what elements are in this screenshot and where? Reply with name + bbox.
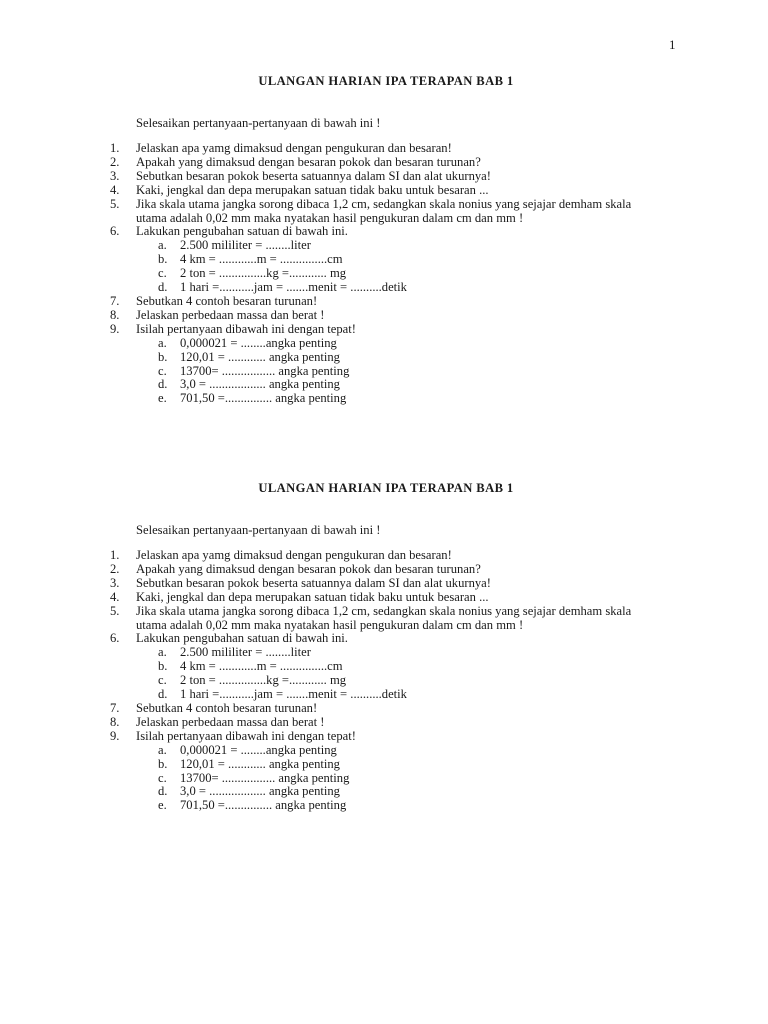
item-text: 120,01 = ............ angka penting	[180, 349, 340, 364]
question-3	[0, 577, 656, 591]
item-letter: e.	[158, 391, 167, 406]
q6-item-d	[0, 688, 768, 702]
q9-item-e	[0, 392, 768, 406]
question-number: 5.	[110, 603, 120, 618]
question-2	[0, 156, 656, 170]
item-letter: d.	[158, 377, 168, 392]
q6-item-c	[0, 674, 768, 688]
item-letter: b.	[158, 756, 168, 771]
question-6	[0, 225, 656, 239]
question-number: 7.	[110, 293, 120, 308]
item-text: 13700= ................. angka penting	[180, 770, 350, 785]
question-text: Jika skala utama jangka sorong dibaca 1,2 cm, sedangkan skala nonius yang sejajar demham skala utama adalah 0,02 mm maka nyatakan hasil pengukuran dalam cm dan mm !	[136, 196, 632, 225]
quiz-title-text: ULANGAN HARIAN IPA TERAPAN BAB 1	[258, 481, 514, 495]
q9-item-b	[0, 351, 768, 365]
item-letter: a.	[158, 742, 167, 757]
item-text: 2.500 mililiter = ........liter	[180, 645, 311, 660]
question-4	[0, 591, 656, 605]
question-7	[0, 702, 656, 716]
q9-item-d	[0, 785, 768, 799]
question-text: Jelaskan perbedaan massa dan berat !	[136, 307, 325, 322]
question-text: Jelaskan apa yamg dimaksud dengan pengukuran dan besaran!	[136, 548, 452, 562]
page-number: 1	[669, 37, 676, 52]
question-text: Lakukan pengubahan satuan di bawah ini.	[136, 224, 348, 239]
q9-item-a	[0, 744, 768, 758]
q9-item-c	[0, 365, 768, 379]
item-letter: b.	[158, 252, 168, 267]
item-letter: c.	[158, 363, 167, 378]
question-text: Sebutkan besaran pokok beserta satuannya dalam SI dan alat ukurnya!	[136, 168, 491, 183]
question-number: 5.	[110, 196, 120, 211]
item-letter: b.	[158, 349, 168, 364]
question-number: 9.	[110, 728, 120, 743]
question-text: Lakukan pengubahan satuan di bawah ini.	[136, 631, 348, 646]
question-number: 9.	[110, 321, 120, 336]
item-text: 1 hari =...........jam = .......menit = ..........detik	[180, 687, 407, 702]
question-number: 6.	[110, 224, 120, 239]
question-5	[0, 605, 656, 633]
q6-item-a	[0, 239, 768, 253]
item-text: 4 km = ............m = ...............cm	[180, 659, 343, 674]
question-text: Kaki, jengkal dan depa merupakan satuan tidak baku untuk besaran ...	[136, 589, 489, 604]
q9-item-c	[0, 772, 768, 786]
item-letter: b.	[158, 659, 168, 674]
q6-item-b	[0, 660, 768, 674]
question-number: 6.	[110, 631, 120, 646]
question-number: 4.	[110, 589, 120, 604]
question-text: Jika skala utama jangka sorong dibaca 1,2 cm, sedangkan skala nonius yang sejajar demham skala utama adalah 0,02 mm maka nyatakan hasil pengukuran dalam cm dan mm !	[136, 603, 632, 632]
question-text: Sebutkan 4 contoh besaran turunan!	[136, 293, 318, 308]
question-text: Apakah yang dimaksud dengan besaran pokok dan besaran turunan?	[136, 154, 481, 169]
question-number: 3.	[110, 575, 120, 590]
question-text: Sebutkan 4 contoh besaran turunan!	[136, 700, 318, 715]
question-8	[0, 309, 656, 323]
item-letter: a.	[158, 335, 167, 350]
question-number: 2.	[110, 154, 120, 169]
item-text: 0,000021 = ........angka penting	[180, 335, 337, 350]
item-text: 2 ton = ...............kg =............ mg	[180, 266, 347, 281]
quiz-title	[0, 481, 768, 496]
q9-item-d	[0, 378, 768, 392]
question-list	[0, 549, 768, 813]
q6-item-d	[0, 281, 768, 295]
question-number: 8.	[110, 714, 120, 729]
q9-item-a	[0, 337, 768, 351]
item-letter: a.	[158, 645, 167, 660]
item-text: 2.500 mililiter = ........liter	[180, 238, 311, 253]
quiz-instruction: Selesaikan pertanyaan-pertanyaan di bawah ini !	[136, 116, 381, 130]
question-4	[0, 184, 656, 198]
question-5	[0, 198, 656, 226]
question-number: 3.	[110, 168, 120, 183]
q9-item-b	[0, 758, 768, 772]
question-1	[0, 549, 656, 563]
question-number: 4.	[110, 182, 120, 197]
item-text: 701,50 =............... angka penting	[180, 391, 347, 406]
question-text: Jelaskan perbedaan massa dan berat !	[136, 714, 325, 729]
item-letter: c.	[158, 673, 167, 688]
q6-item-b	[0, 253, 768, 267]
item-text: 3,0 = .................. angka penting	[180, 377, 340, 392]
question-text: Jelaskan apa yamg dimaksud dengan pengukuran dan besaran!	[136, 141, 452, 155]
q6-item-c	[0, 267, 768, 281]
question-9	[0, 730, 656, 744]
question-2	[0, 563, 656, 577]
question-number: 2.	[110, 561, 120, 576]
question-number: 7.	[110, 700, 120, 715]
question-text: Isilah pertanyaan dibawah ini dengan tepat!	[136, 321, 356, 336]
item-text: 4 km = ............m = ...............cm	[180, 252, 343, 267]
item-text: 701,50 =............... angka penting	[180, 798, 347, 813]
item-text: 13700= ................. angka penting	[180, 363, 350, 378]
question-3	[0, 170, 656, 184]
item-letter: d.	[158, 784, 168, 799]
item-text: 120,01 = ............ angka penting	[180, 756, 340, 771]
q9-item-e	[0, 799, 768, 813]
item-letter: c.	[158, 770, 167, 785]
question-text: Isilah pertanyaan dibawah ini dengan tepat!	[136, 728, 356, 743]
question-text: Sebutkan besaran pokok beserta satuannya dalam SI dan alat ukurnya!	[136, 575, 491, 590]
q6-item-a	[0, 646, 768, 660]
item-text: 3,0 = .................. angka penting	[180, 784, 340, 799]
question-7	[0, 295, 656, 309]
question-number: 1.	[110, 141, 120, 155]
quiz-title-text: ULANGAN HARIAN IPA TERAPAN BAB 1	[258, 74, 514, 88]
quiz-instruction: Selesaikan pertanyaan-pertanyaan di bawah ini !	[136, 523, 381, 537]
item-letter: d.	[158, 280, 168, 295]
question-6	[0, 632, 656, 646]
item-letter: d.	[158, 687, 168, 702]
question-text: Kaki, jengkal dan depa merupakan satuan tidak baku untuk besaran ...	[136, 182, 489, 197]
question-number: 8.	[110, 307, 120, 322]
question-number: 1.	[110, 548, 120, 562]
question-8	[0, 716, 656, 730]
quiz-title	[0, 74, 768, 89]
item-text: 0,000021 = ........angka penting	[180, 742, 337, 757]
item-letter: c.	[158, 266, 167, 281]
question-1	[0, 142, 656, 156]
item-text: 1 hari =...........jam = .......menit = ..........detik	[180, 280, 407, 295]
question-text: Apakah yang dimaksud dengan besaran pokok dan besaran turunan?	[136, 561, 481, 576]
question-list	[0, 142, 768, 406]
item-letter: e.	[158, 798, 167, 813]
item-letter: a.	[158, 238, 167, 253]
item-text: 2 ton = ...............kg =............ mg	[180, 673, 347, 688]
question-9	[0, 323, 656, 337]
